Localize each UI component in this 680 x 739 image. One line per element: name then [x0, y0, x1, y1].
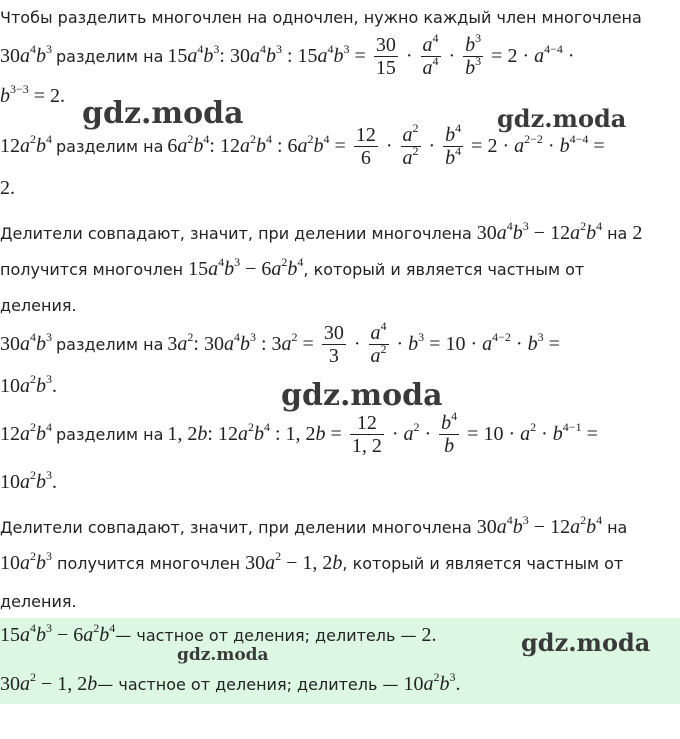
- math-expression: 1, 2b: $12a^2b^4$ : 1, 2b =: [167, 420, 347, 445]
- paragraph-3-line-2: $10a^2b^3$ получится многочлен $30a^2 - 1$, 2b , который и является частным от: [0, 549, 624, 574]
- math-expression: = $10 \cdot a^2 \cdot b^{4-1}$ =: [462, 420, 598, 445]
- watermark: gdz.moda: [521, 628, 651, 657]
- text: разделим на: [56, 335, 164, 354]
- math-expression: $15a^4b^3$: $30a^4b^3$ : $15a^4b^3$ =: [167, 42, 371, 67]
- fraction: $\frac{b^4}{b^4}$: [445, 121, 462, 169]
- answer-line-2: [0, 670, 461, 696]
- math-expression: $30a^4b^3$: [0, 330, 52, 355]
- equation-1-cont: $b^{3-3} = 2$.: [0, 82, 66, 107]
- fraction: $\frac{30}{15}$: [375, 34, 396, 79]
- math-expression: $30a^4b^3 - 12a^2b^4$: [471, 219, 603, 244]
- fraction: $\frac{b^3}{b^3}$: [465, 31, 482, 79]
- math-expression: $30a^2 - 1$, 2b: [240, 549, 343, 574]
- equation-1: [0, 31, 575, 79]
- equation-3: [0, 319, 560, 367]
- equation-2-cont: 2.: [0, 177, 15, 199]
- paragraph-3-line-3: деления.: [0, 592, 77, 611]
- math-expression: $15a^4b^3 - 6a^2b^4$: [183, 255, 304, 280]
- math-expression: = $2 \cdot a^{2-2} \cdot b^{4-4}$ =: [466, 132, 605, 157]
- fraction: $\frac{a^2}{a^2}$: [402, 121, 419, 169]
- math-expression: $30a^4b^3$: [0, 42, 52, 67]
- math-expression: 2: [627, 222, 643, 244]
- watermark: gdz.moda: [281, 378, 443, 413]
- intro-text: Чтобы разделить многочлен на одночлен, нужно каждый член многочлена: [0, 8, 642, 27]
- text: разделим на: [56, 47, 164, 66]
- math-expression: 2.: [416, 624, 437, 646]
- equation-2: [0, 121, 605, 169]
- watermark: gdz.moda: [497, 104, 627, 133]
- watermark: gdz.moda: [82, 96, 244, 131]
- math-expression: ·: [380, 135, 398, 157]
- fraction: $\frac{a^4}{a^4}$: [422, 31, 439, 79]
- math-expression: $3a^2$: $30a^4b^3$ : $3a^2$ =: [167, 330, 319, 355]
- equation-4-cont: $10a^2b^3$.: [0, 468, 57, 493]
- text: разделим на: [56, 137, 164, 156]
- watermark: gdz.moda: [177, 645, 269, 665]
- math-expression: $12a^2b^4$: [0, 420, 52, 445]
- math-expression: $15a^4b^3 - 6a^2b^4$: [0, 621, 116, 646]
- fraction: $\frac{12}{6}$: [355, 124, 376, 169]
- math-expression: $10a^2b^3$.: [398, 670, 461, 695]
- math-expression: ·: [400, 45, 418, 67]
- math-expression: ·: [443, 45, 461, 67]
- math-expression: · $a^2$ ·: [386, 420, 437, 445]
- text: разделим на: [56, 425, 164, 444]
- math-expression: = $2 \cdot a^{4-4}$ ·: [486, 42, 575, 67]
- paragraph-3-line-1: Делители совпадают, значит, при делении многочлена $30a^4b^3 - 12a^2b^4$ на: [0, 513, 628, 538]
- math-expression: ·: [423, 135, 441, 157]
- math-expression: $6a^2b^4$: $12a^2b^4$ : $6a^2b^4$ =: [167, 132, 351, 157]
- paragraph-2-line-1: Делители совпадают, значит, при делении многочлена $30a^4b^3 - 12a^2b^4$ на 2: [0, 219, 643, 244]
- equation-3-cont: $10a^2b^3$.: [0, 372, 57, 397]
- math-expression: $30a^2 - 1$, 2b: [0, 670, 98, 695]
- paragraph-2-line-2: получится многочлен $15a^4b^3 - 6a^2b^4$ , который и является частным от: [0, 255, 585, 280]
- text: — частное от деления; делитель —: [97, 675, 399, 694]
- fraction: $\frac{a^4}{a^2}$: [370, 319, 387, 367]
- fraction: $\frac{30}{3}$: [323, 322, 344, 367]
- fraction: $\frac{12}{1, 2}$: [351, 412, 382, 457]
- fraction: $\frac{b^4}{b}$: [441, 409, 458, 457]
- equation-4: [0, 409, 598, 457]
- math-expression: · $b^3 = 10 \cdot a^{4-2} \cdot b^3$ =: [391, 330, 560, 355]
- math-expression: ·: [348, 333, 366, 355]
- answer-line-1: [0, 621, 437, 647]
- math-expression: $30a^4b^3 - 12a^2b^4$: [471, 513, 603, 538]
- paragraph-2-line-3: деления.: [0, 296, 77, 315]
- math-expression: $10a^2b^3$: [0, 549, 52, 574]
- math-expression: $12a^2b^4$: [0, 132, 52, 157]
- text: — частное от деления; делитель —: [115, 626, 417, 645]
